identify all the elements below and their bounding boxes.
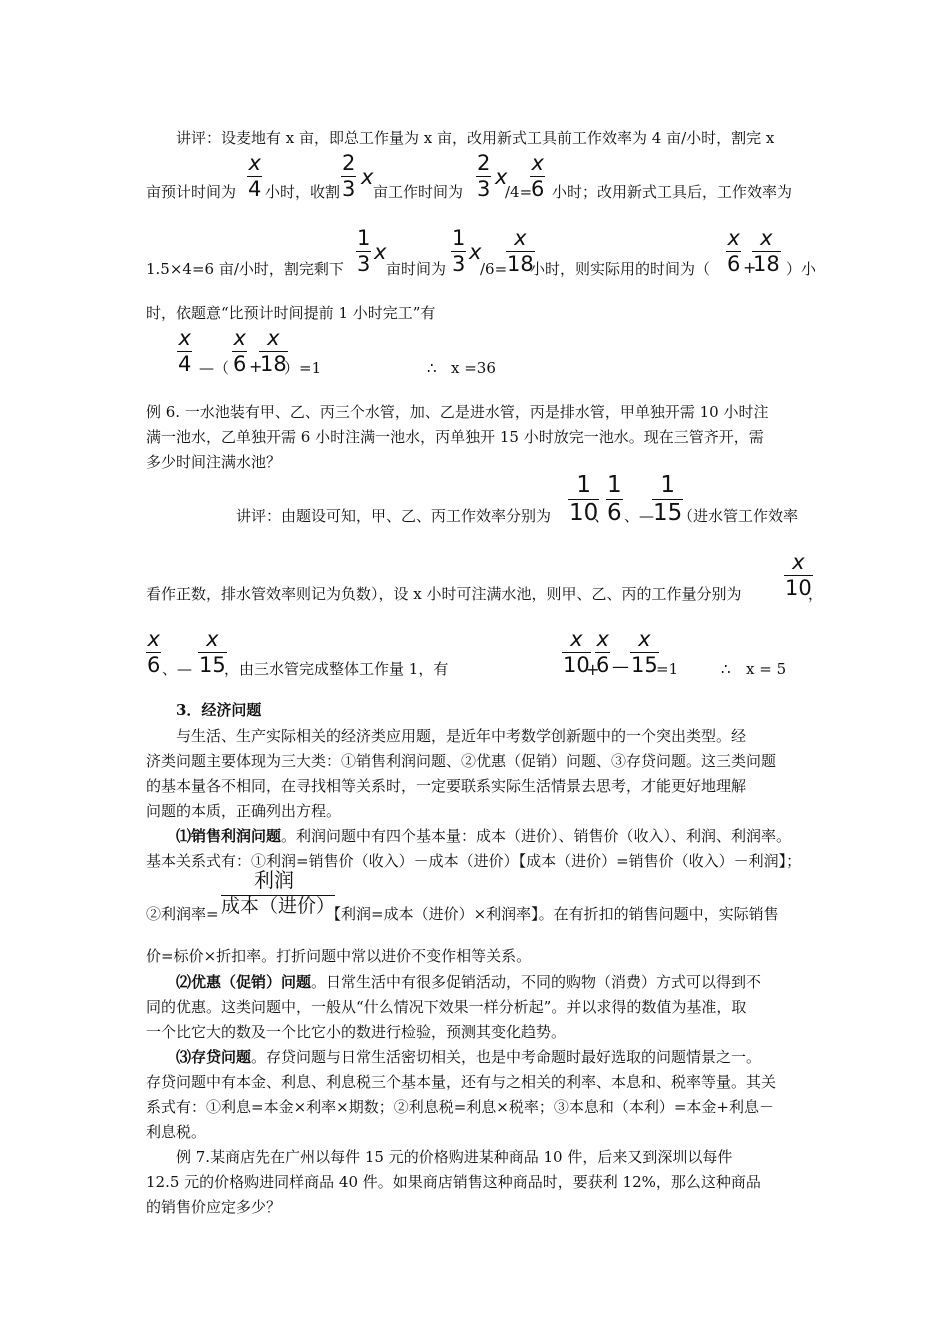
numerator: 1 xyxy=(357,226,371,250)
denominator: 3 xyxy=(477,177,491,201)
text: 。存贷问题与日常生活密切相关，也是中考命题时最好选取的问题情景之一。 xyxy=(251,1048,762,1066)
separator-minus: 、— xyxy=(162,660,193,678)
fraction-x-over-6 xyxy=(595,629,610,676)
profit-paragraph-line-3: 【利润=成本（进价）×利润率】。在有折扣的销售问题中，实际销售 xyxy=(326,905,779,923)
ratio-denominator: 成本（进价） xyxy=(221,895,336,917)
separator-minus: 、— xyxy=(624,507,655,525)
plus-sign: + xyxy=(249,357,263,376)
minus-sign: — xyxy=(612,657,629,677)
intro-line-4: 问题的本质，正确列出方程。 xyxy=(146,802,342,820)
profit-paragraph-line-1 xyxy=(176,826,791,846)
comment-line-2d: /4= xyxy=(505,183,533,201)
subsection-heading: ⑴销售利润问题 xyxy=(176,827,282,845)
numerator: 2 xyxy=(342,151,356,175)
numerator: x xyxy=(531,151,544,175)
comment-line-2c: 亩工作时间为 xyxy=(373,183,464,201)
fraction-x-over-15 xyxy=(630,629,659,676)
fraction-1-over-6 xyxy=(606,474,623,525)
denominator: 18 xyxy=(507,252,534,276)
denominator: 4 xyxy=(248,177,262,201)
equals-one: =1 xyxy=(656,660,679,678)
numerator: 2 xyxy=(477,151,491,175)
example-6-comment-2: 看作正数，排水管效率则记为负数），设 x 小时可注满水池，则甲、乙、丙的工作量分别为 xyxy=(146,585,742,603)
intro-line-1: 与生活、生产实际相关的经济类应用题，是近年中考数学创新题中的一个突出类型。经 xyxy=(176,727,747,745)
variable-x: x xyxy=(469,240,482,264)
promotion-paragraph-line-1 xyxy=(176,972,761,992)
denominator: 6 xyxy=(727,252,741,276)
variable-x: x xyxy=(495,165,508,189)
fraction-x-over-15 xyxy=(198,629,227,676)
numerator: x xyxy=(570,627,583,651)
denominator: 6 xyxy=(147,653,161,677)
numerator: x xyxy=(792,550,805,574)
denominator: 6 xyxy=(607,500,622,526)
numerator: x xyxy=(248,151,261,175)
deposit-paragraph-line-1 xyxy=(176,1047,761,1067)
denominator: 3 xyxy=(357,252,371,276)
fraction-2-over-3 xyxy=(476,153,491,200)
equation-result: x = 5 xyxy=(746,660,787,678)
denominator: 6 xyxy=(233,352,247,376)
therefore-symbol: ∴ xyxy=(721,660,731,678)
fraction-x-over-6 xyxy=(530,153,545,200)
comment-line-3a: 1.5×4=6 亩/小时，割完剩下 xyxy=(146,260,344,278)
denominator: 4 xyxy=(178,352,192,376)
fraction-x-over-18 xyxy=(752,228,781,275)
comment-line-2b: 小时，收割 xyxy=(265,183,341,201)
numerator: x xyxy=(760,226,773,250)
numerator: x xyxy=(514,226,527,250)
denominator: 10 xyxy=(569,500,599,526)
example-7-line-3: 的销售价应定多少？ xyxy=(146,1198,282,1216)
intro-line-2: 济类问题主要体现为三大类：①销售利润问题、②优惠（促销）问题、③存贷问题。这三类问题 xyxy=(146,752,777,770)
profit-rate-label: ②利润率= xyxy=(146,905,219,923)
numerator: 1 xyxy=(576,472,591,498)
fraction-x-over-6 xyxy=(146,629,161,676)
fraction-x-over-4 xyxy=(177,328,192,375)
example-6-comment-1b: （进水管工作效率 xyxy=(678,507,799,525)
denominator: 18 xyxy=(753,252,780,276)
example-7-line-2: 12.5 元的价格购进同样商品 40 件。如果商店销售这种商品时，要获利 12%，那么这种商品 xyxy=(146,1173,761,1191)
denominator: 10 xyxy=(785,576,812,600)
plus-sign: + xyxy=(743,258,757,277)
example-6-comment-1a: 讲评：由题设可知，甲、乙、丙工作效率分别为 xyxy=(236,507,552,525)
example-7-line-1: 例 7.某商店先在广州以每件 15 元的价格购进某种商品 10 件，后来又到深圳以每件 xyxy=(176,1148,733,1166)
numerator: x xyxy=(638,627,651,651)
fraction-1-over-3 xyxy=(356,228,371,275)
ratio-numerator: 利润 xyxy=(254,868,294,892)
numerator: x xyxy=(727,226,740,250)
deposit-paragraph-line-3: 系式有：①利息=本金×利率×期数；②利息税=利息×税率；③本息和（本利）=本金+利息－ xyxy=(146,1098,774,1116)
fraction-x-over-4 xyxy=(247,153,262,200)
example-6-line-1: 例 6. 一水池装有甲、乙、丙三个水管，加、乙是进水管，丙是排水管，甲单独开需 10 小时注 xyxy=(146,403,769,421)
comment-line-1: 讲评：设麦地有 x 亩，即总工作量为 x 亩，改用新式工具前工作效率为 4 亩/小时，割完 x xyxy=(176,129,775,147)
subsection-heading: ⑶存贷问题 xyxy=(176,1048,252,1066)
separator: 、 xyxy=(594,507,610,525)
text: 。利润问题中有四个基本量：成本（进价）、销售价（收入）、利润、利润率。 xyxy=(281,827,792,845)
fraction-x-over-6 xyxy=(232,328,247,375)
fraction-2-over-3 xyxy=(341,153,356,200)
comment-line-2e: 小时；改用新式工具后，工作效率为 xyxy=(552,183,793,201)
denominator: 18 xyxy=(260,352,287,376)
plus-sign: + xyxy=(586,660,600,679)
deposit-paragraph-line-4: 利息税。 xyxy=(146,1123,207,1141)
denominator: 15 xyxy=(199,653,226,677)
equation-end: ）=1 xyxy=(284,359,322,377)
fraction-x-over-6 xyxy=(726,228,741,275)
denominator: 6 xyxy=(531,177,545,201)
numerator: x xyxy=(147,627,160,651)
variable-x: x xyxy=(374,240,387,264)
comment-line-2a: 亩预计时间为 xyxy=(146,183,237,201)
profit-paragraph-line-2: 基本关系式有：①利润=销售价（收入）－成本（进价）【成本（进价）=销售价（收入）－利润】； xyxy=(146,852,802,870)
numerator: x xyxy=(178,326,191,350)
subsection-heading: ⑵优惠（促销）问题 xyxy=(176,973,312,991)
numerator: x xyxy=(206,627,219,651)
denominator: 15 xyxy=(653,500,683,526)
denominator: 6 xyxy=(596,653,610,677)
comment-line-3c: /6= xyxy=(480,260,508,278)
example-6-line-2: 满一池水，乙单独开需 6 小时注满一池水，丙单独开 15 小时放完一池水。现在三管齐开，需 xyxy=(146,428,764,446)
numerator: x xyxy=(267,326,280,350)
promotion-paragraph-line-2: 同的优惠。这类问题中，一般从“什么情况下效果一样分析起”。并以求得的数值为基准，取 xyxy=(146,998,747,1016)
numerator: x xyxy=(233,326,246,350)
deposit-paragraph-line-2: 存贷问题中有本金、利息、利息税三个基本量，还有与之相关的利率、本息和、税率等量。其关 xyxy=(146,1073,777,1091)
fraction-1-over-3 xyxy=(451,228,466,275)
promotion-paragraph-line-3: 一个比它大的数及一个比它小的数进行检验，预测其变化趋势。 xyxy=(146,1023,567,1041)
comma: ， xyxy=(808,585,824,603)
variable-x: x xyxy=(361,165,374,189)
intro-line-3: 的基本量各不相同，在寻找相等关系时，一定要联系实际生活情景去思考，才能更好地理解 xyxy=(146,777,747,795)
denominator: 3 xyxy=(452,252,466,276)
example-6-comment-3: ，由三水管完成整体工作量 1，有 xyxy=(224,660,449,678)
denominator: 10 xyxy=(563,653,590,677)
denominator: 15 xyxy=(631,653,658,677)
equation-result: x =36 xyxy=(451,359,496,377)
example-6-line-3: 多少时间注满水池？ xyxy=(146,453,282,471)
therefore-symbol: ∴ xyxy=(427,359,437,377)
numerator: 1 xyxy=(607,472,622,498)
equation-minus-paren: —（ xyxy=(199,359,230,377)
numerator: 1 xyxy=(660,472,675,498)
comment-line-3e: ）小 xyxy=(786,260,817,278)
comment-line-3d: 小时，则实际用的时间为（ xyxy=(530,260,711,278)
text: 。日常生活中有很多促销活动，不同的购物（消费）方式可以得到不 xyxy=(311,973,762,991)
denominator: 3 xyxy=(342,177,356,201)
comment-line-4: 时，依题意“比预计时间提前 1 小时完工”有 xyxy=(146,304,436,322)
section-title: 3．经济问题 xyxy=(176,701,262,719)
numerator: 1 xyxy=(452,226,466,250)
numerator: x xyxy=(596,627,609,651)
profit-paragraph-line-4: 价=标价×折扣率。打折问题中常以进价不变作相等关系。 xyxy=(146,947,532,965)
comment-line-3b: 亩时间为 xyxy=(386,260,447,278)
